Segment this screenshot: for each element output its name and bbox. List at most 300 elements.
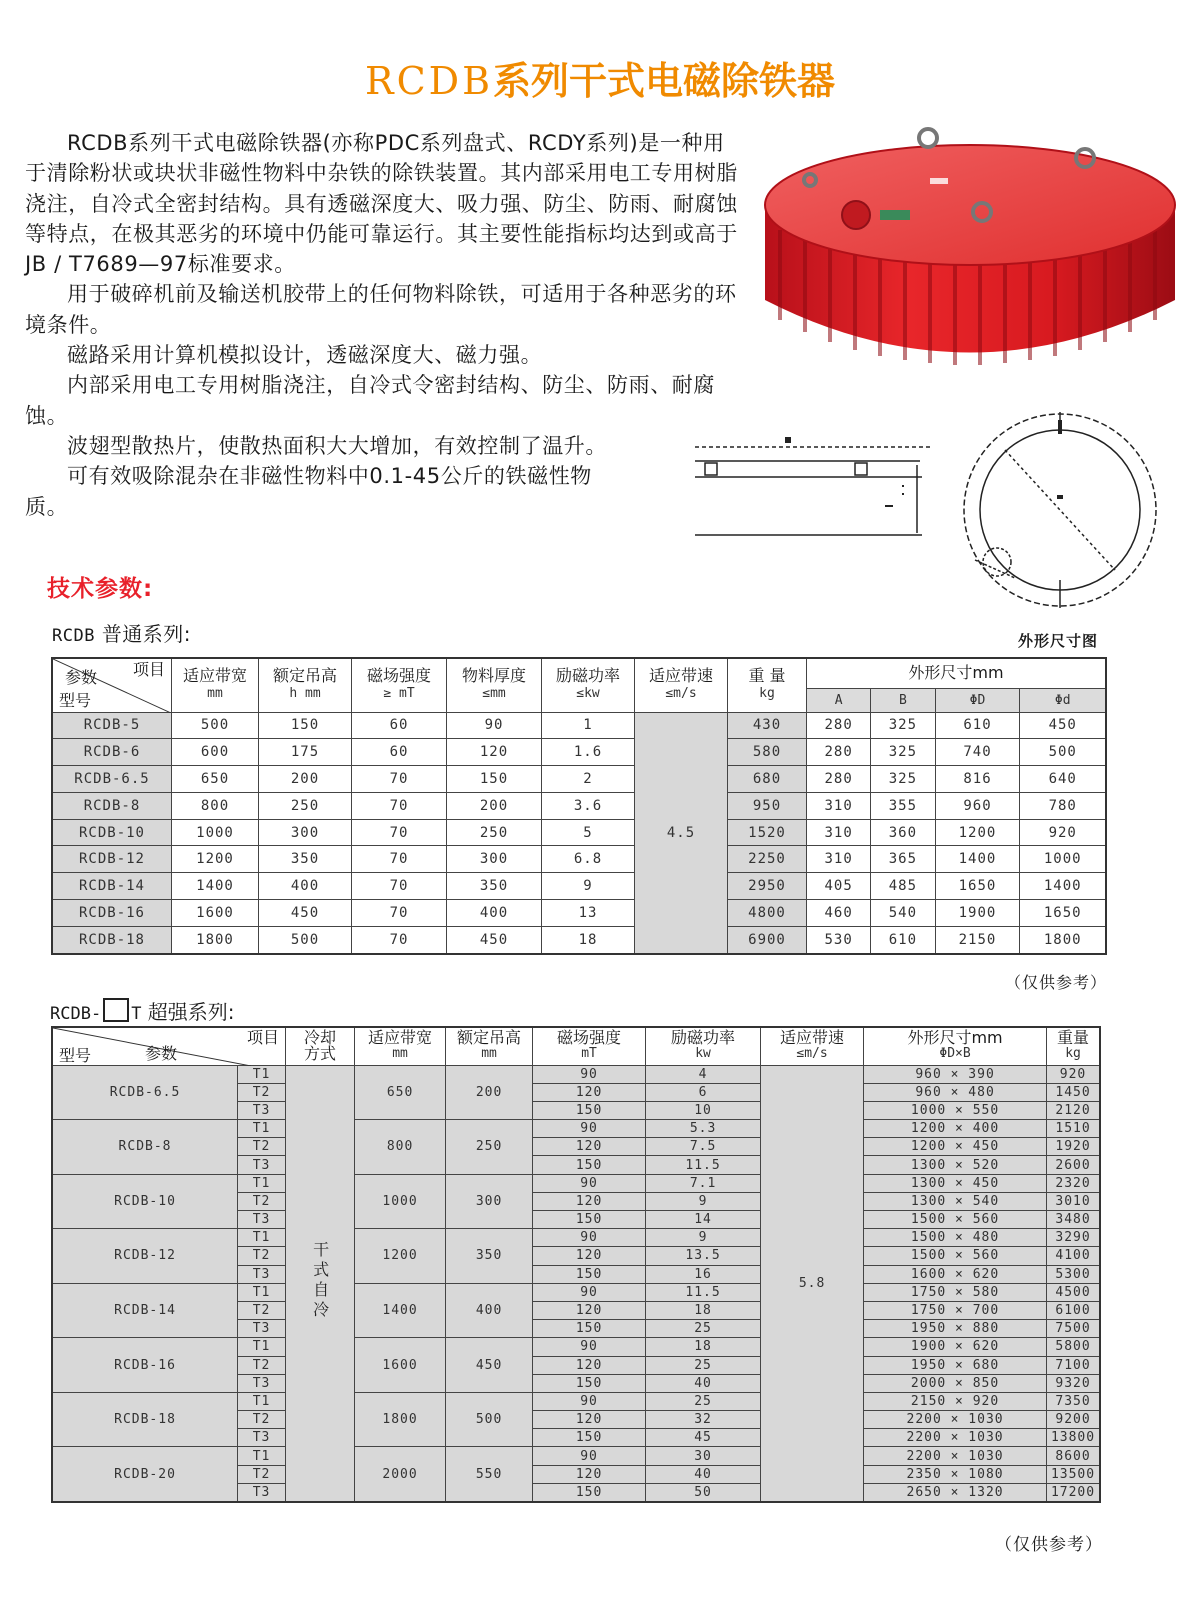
table-cell: 120 (533, 1411, 646, 1429)
col-header: 额定吊高 h mm (259, 658, 352, 712)
col-header: 磁场强度 ≥ mT (352, 658, 447, 712)
table-cell: T1 (238, 1174, 286, 1192)
table-cell: 1000 (355, 1174, 446, 1229)
section-title: 技术参数: (47, 576, 154, 602)
table-cell: 1000 × 550 (864, 1101, 1047, 1119)
title-latin: RCDB (364, 59, 494, 103)
table-cell: 650 (172, 766, 259, 793)
table-cell: 1200 × 400 (864, 1120, 1047, 1138)
table-cell: RCDB-14 (52, 873, 172, 900)
table-cell: 325 (871, 739, 935, 766)
col-header: 适应带速 ≤m/s (761, 1027, 864, 1065)
table-cell: 150 (533, 1429, 646, 1447)
table-cell: 4100 (1047, 1247, 1100, 1265)
header-model: 型号 (59, 690, 92, 710)
table-cell: T2 (238, 1301, 286, 1319)
table-cell: 4 (646, 1065, 761, 1083)
table-cell: 70 (352, 846, 447, 873)
table-cell: 9200 (1047, 1411, 1100, 1429)
table-cell: 200 (447, 792, 542, 819)
table-cell: 950 (728, 792, 807, 819)
table-cell: RCDB-14 (52, 1283, 238, 1338)
table-cell: 1200 (355, 1229, 446, 1284)
table-cell: T3 (238, 1320, 286, 1338)
table-cell: 200 (446, 1065, 533, 1120)
table-cell: RCDB-6 (52, 739, 172, 766)
table-cell: 1950 × 680 (864, 1356, 1047, 1374)
blank-box (103, 998, 129, 1022)
table-cell: 32 (646, 1411, 761, 1429)
table-cell: T1 (238, 1065, 286, 1083)
table-cell: 2150 × 920 (864, 1392, 1047, 1410)
table-cell: 90 (533, 1065, 646, 1083)
table-cell: 1510 (1047, 1120, 1100, 1138)
table-cell: 150 (533, 1211, 646, 1229)
table-row (52, 1447, 1100, 1465)
dim-col-header: A (807, 688, 871, 712)
table-cell: 90 (533, 1174, 646, 1192)
table-cell: 1200 × 450 (864, 1138, 1047, 1156)
header-item: 项目 (132, 660, 165, 679)
table-cell: 2650 × 1320 (864, 1483, 1047, 1502)
table-row (52, 926, 1106, 953)
table-cell: RCDB-6.5 (52, 766, 172, 793)
table-cell: 1800 (355, 1392, 446, 1447)
table-cell: 960 × 390 (864, 1065, 1047, 1083)
table-row (52, 846, 1106, 873)
col-header: 适应带宽 mm (355, 1027, 446, 1065)
intro-paragraph: 用于破碎机前及输送机胶带上的任何物料除铁，可适用于各种恶劣的环境条件。 (25, 282, 737, 337)
table-cell: 350 (446, 1229, 533, 1284)
table-cell: 365 (871, 846, 935, 873)
table-cell: 70 (352, 819, 447, 846)
table-cell: 4.5 (635, 712, 728, 954)
table-cell: 7.1 (646, 1174, 761, 1192)
table-cell: 13 (542, 900, 635, 927)
table-cell: 90 (533, 1447, 646, 1465)
table-cell: 2350 × 1080 (864, 1465, 1047, 1483)
col-header: 适应带速 ≤m/s (635, 658, 728, 712)
table-cell: 650 (355, 1065, 446, 1120)
table-cell: 780 (1020, 792, 1106, 819)
table-cell: 310 (807, 846, 871, 873)
table-cell: 40 (646, 1374, 761, 1392)
table-cell: 70 (352, 926, 447, 953)
table-cell: 400 (259, 873, 352, 900)
table-cell: 2120 (1047, 1101, 1100, 1119)
table-cell: 120 (533, 1247, 646, 1265)
table-cell: 5300 (1047, 1265, 1100, 1283)
table-cell: 1600 (355, 1338, 446, 1393)
table-cell: T3 (238, 1211, 286, 1229)
table-cell: 430 (728, 712, 807, 739)
table-cell: RCDB-18 (52, 926, 172, 953)
table-cell: 11.5 (646, 1283, 761, 1301)
table-cell: 13800 (1047, 1429, 1100, 1447)
dim-col-header: B (871, 688, 935, 712)
table-cell: 450 (1020, 712, 1106, 739)
table-cell: 1920 (1047, 1138, 1100, 1156)
table-cell: 500 (446, 1392, 533, 1447)
col-header: 重 量 kg (728, 658, 807, 712)
table-cell: T1 (238, 1447, 286, 1465)
table-row (52, 1120, 1100, 1138)
table-cell: 400 (447, 900, 542, 927)
table-cell: 4500 (1047, 1283, 1100, 1301)
table-cell: 3480 (1047, 1211, 1100, 1229)
table-cell: 25 (646, 1392, 761, 1410)
table-cell: 90 (533, 1229, 646, 1247)
table-cell: 70 (352, 873, 447, 900)
table-cell: 350 (447, 873, 542, 900)
table-cell: 60 (352, 712, 447, 739)
dim-col-header: Φd (1020, 688, 1106, 712)
table-cell: 550 (446, 1447, 533, 1502)
table-cell: T2 (238, 1192, 286, 1210)
table-cell: 150 (533, 1265, 646, 1283)
table-cell: T3 (238, 1374, 286, 1392)
table-cell: 90 (533, 1120, 646, 1138)
col-header: 外形尺寸mm ΦD×B (864, 1027, 1047, 1065)
table-cell: 1300 × 520 (864, 1156, 1047, 1174)
table-cell: 5.3 (646, 1120, 761, 1138)
table-cell: 9 (646, 1192, 761, 1210)
table-cell: 150 (533, 1320, 646, 1338)
table-cell: 800 (355, 1120, 446, 1175)
table-cell: 3010 (1047, 1192, 1100, 1210)
table-cell: 13500 (1047, 1465, 1100, 1483)
table-cell: RCDB-8 (52, 1120, 238, 1175)
table-cell: 14 (646, 1211, 761, 1229)
series1-label-latin: RCDB (52, 626, 95, 646)
table-cell: RCDB-20 (52, 1447, 238, 1502)
table-row (52, 1392, 1100, 1410)
product-photo (760, 120, 1180, 380)
table-cell: 11.5 (646, 1156, 761, 1174)
table-cell: 120 (533, 1083, 646, 1101)
table-cell: 2250 (728, 846, 807, 873)
table-cell: T3 (238, 1265, 286, 1283)
table-cell: 18 (646, 1338, 761, 1356)
table-row (52, 873, 1106, 900)
table-cell: 18 (646, 1301, 761, 1319)
table-cell: 360 (871, 819, 935, 846)
table-cell: 25 (646, 1356, 761, 1374)
table-cell: 485 (871, 873, 935, 900)
top-view-drawing (955, 410, 1165, 610)
table-cell: 9 (646, 1229, 761, 1247)
table-cell: 120 (533, 1301, 646, 1319)
table-cell: 120 (533, 1356, 646, 1374)
table-cell: 40 (646, 1465, 761, 1483)
table-cell (286, 1065, 355, 1502)
table-cell: 150 (533, 1374, 646, 1392)
table-cell: 45 (646, 1429, 761, 1447)
table-cell: 120 (533, 1465, 646, 1483)
table-cell: 1200 (172, 846, 259, 873)
header-corner: 项目 参数 型号 (52, 1027, 286, 1065)
reference-note: （仅供参考） (1005, 973, 1108, 992)
table-cell: 10 (646, 1101, 761, 1119)
table-cell: 1900 × 620 (864, 1338, 1047, 1356)
table-cell: 1800 (172, 926, 259, 953)
table-cell: 7100 (1047, 1356, 1100, 1374)
dim-col-header: ΦD (935, 688, 1020, 712)
table-cell: 9 (542, 873, 635, 900)
table-cell: 16 (646, 1265, 761, 1283)
table-cell: 600 (172, 739, 259, 766)
table-row (52, 1174, 1100, 1192)
table-cell: 60 (352, 739, 447, 766)
table-cell: 25 (646, 1320, 761, 1338)
intro-text (25, 128, 745, 522)
super-series-table (51, 1026, 1101, 1503)
table-cell: 5800 (1047, 1338, 1100, 1356)
table-cell: 3.6 (542, 792, 635, 819)
table-cell: 350 (259, 846, 352, 873)
table-cell: 90 (447, 712, 542, 739)
table-cell: T3 (238, 1156, 286, 1174)
table-cell: 640 (1020, 766, 1106, 793)
table-cell: 200 (259, 766, 352, 793)
table-cell: 400 (446, 1283, 533, 1338)
table-cell: 2600 (1047, 1156, 1100, 1174)
col-header: 励磁功率 kw (646, 1027, 761, 1065)
table-cell: 740 (935, 739, 1020, 766)
table-cell: T2 (238, 1138, 286, 1156)
table-cell: 1 (542, 712, 635, 739)
table-cell: 250 (446, 1120, 533, 1175)
table-cell: 280 (807, 739, 871, 766)
table-cell: 1400 (172, 873, 259, 900)
table-cell: 70 (352, 766, 447, 793)
table-cell: 6900 (728, 926, 807, 953)
table-row (52, 792, 1106, 819)
table-cell: 90 (533, 1283, 646, 1301)
table-cell: 280 (807, 766, 871, 793)
table-cell: T2 (238, 1411, 286, 1429)
table-cell: 500 (172, 712, 259, 739)
table-cell: 450 (446, 1338, 533, 1393)
table-cell: 18 (542, 926, 635, 953)
side-view-drawing (690, 425, 940, 550)
table-cell: 680 (728, 766, 807, 793)
series2-label: RCDB- T 超强系列: (50, 1000, 235, 1024)
table-cell: T3 (238, 1429, 286, 1447)
table-cell: RCDB-10 (52, 819, 172, 846)
table-cell: 1450 (1047, 1083, 1100, 1101)
table-cell: 30 (646, 1447, 761, 1465)
table-cell: 6.8 (542, 846, 635, 873)
table-cell: 816 (935, 766, 1020, 793)
table-cell: T1 (238, 1229, 286, 1247)
cooling-header: 冷却方式 (286, 1027, 355, 1065)
table-cell: 2150 (935, 926, 1020, 953)
table-cell: 1500 × 480 (864, 1229, 1047, 1247)
table-row (52, 819, 1106, 846)
table-cell: 7350 (1047, 1392, 1100, 1410)
table-cell: 90 (533, 1338, 646, 1356)
table-cell: 5.8 (761, 1065, 864, 1502)
table-cell: 2200 × 1030 (864, 1411, 1047, 1429)
header-corner (52, 658, 172, 712)
intro-paragraph: 磁路采用计算机模拟设计，透磁深度大、磁力强。 (67, 343, 543, 368)
table-cell: 1300 × 540 (864, 1192, 1047, 1210)
table-cell: 325 (871, 712, 935, 739)
table-row (52, 739, 1106, 766)
table-cell: RCDB-16 (52, 900, 172, 927)
table-cell: 2320 (1047, 1174, 1100, 1192)
table-cell: 960 × 480 (864, 1083, 1047, 1101)
table-cell: 1750 × 700 (864, 1301, 1047, 1319)
table-cell: T1 (238, 1120, 286, 1138)
table-cell: RCDB-5 (52, 712, 172, 739)
table-cell: 120 (533, 1192, 646, 1210)
table-cell: 530 (807, 926, 871, 953)
col-header: 适应带宽 mm (172, 658, 259, 712)
col-header: 重量 kg (1047, 1027, 1100, 1065)
table-cell: 580 (728, 739, 807, 766)
table-cell: 300 (446, 1174, 533, 1229)
table-cell: 2200 × 1030 (864, 1429, 1047, 1447)
table-cell: 8600 (1047, 1447, 1100, 1465)
col-header: 额定吊高 mm (446, 1027, 533, 1065)
table-cell: 450 (447, 926, 542, 953)
table-cell: 1400 (1020, 873, 1106, 900)
table-row (52, 1065, 1100, 1083)
table-cell: T2 (238, 1083, 286, 1101)
dims-header: 外形尺寸mm (807, 658, 1107, 688)
table-cell: T1 (238, 1338, 286, 1356)
table-cell: RCDB-12 (52, 846, 172, 873)
table-cell: 150 (259, 712, 352, 739)
table-cell: 540 (871, 900, 935, 927)
table-cell: 2 (542, 766, 635, 793)
table-cell: 1800 (1020, 926, 1106, 953)
reference-note: （仅供参考） (995, 1535, 1103, 1555)
table-cell: 150 (447, 766, 542, 793)
table-cell: 325 (871, 766, 935, 793)
table-cell: 1900 (935, 900, 1020, 927)
table-cell: 1950 × 880 (864, 1320, 1047, 1338)
table-cell: 17200 (1047, 1483, 1100, 1502)
table-cell: 310 (807, 819, 871, 846)
table-cell: 1300 × 450 (864, 1174, 1047, 1192)
table-cell: 355 (871, 792, 935, 819)
table-cell: RCDB-8 (52, 792, 172, 819)
table-cell: 90 (533, 1392, 646, 1410)
table-cell: 175 (259, 739, 352, 766)
table-cell: 1650 (935, 873, 1020, 900)
table-cell: RCDB-12 (52, 1229, 238, 1284)
table-cell: 1600 (172, 900, 259, 927)
intro-paragraph: 波翅型散热片，使散热面积大大增加，有效控制了温升。 (67, 433, 607, 458)
table-cell: 1000 (172, 819, 259, 846)
table-row (52, 766, 1106, 793)
table-cell: RCDB-10 (52, 1174, 238, 1229)
series1-label-cn: 普通系列: (101, 622, 192, 646)
table-cell: 1000 (1020, 846, 1106, 873)
col-header: 磁场强度 mT (533, 1027, 646, 1065)
dimension-label: 外形尺寸图 (1018, 632, 1099, 650)
table-cell: 1750 × 580 (864, 1283, 1047, 1301)
table-cell: 5 (542, 819, 635, 846)
table-cell: 70 (352, 900, 447, 927)
page-title (0, 50, 1200, 105)
table-cell: 6 (646, 1083, 761, 1101)
table-cell: 150 (533, 1101, 646, 1119)
table-cell: 1400 (935, 846, 1020, 873)
header-param: 参数 (65, 668, 98, 687)
series1-label (52, 618, 191, 647)
table-cell: 610 (871, 926, 935, 953)
table-cell: 7500 (1047, 1320, 1100, 1338)
table-cell: T3 (238, 1101, 286, 1119)
table-cell: 250 (447, 819, 542, 846)
table-cell: 3290 (1047, 1229, 1100, 1247)
table-cell: 960 (935, 792, 1020, 819)
table-cell: 2950 (728, 873, 807, 900)
intro-paragraph: 可有效吸除混杂在非磁性物料中0.1-45公斤的铁磁性物质。 (25, 464, 592, 519)
table-cell: 50 (646, 1483, 761, 1502)
table-row (52, 712, 1106, 739)
table-cell: 13.5 (646, 1247, 761, 1265)
title-cn: 系列干式电磁除铁器 (493, 59, 836, 103)
standard-series-table (51, 657, 1107, 955)
col-header: 励磁功率 ≤kw (542, 658, 635, 712)
table-cell: 1650 (1020, 900, 1106, 927)
table-cell: T2 (238, 1465, 286, 1483)
table-cell: 500 (1020, 739, 1106, 766)
table-cell: 1400 (355, 1283, 446, 1338)
table-cell: 1600 × 620 (864, 1265, 1047, 1283)
table-cell: T2 (238, 1247, 286, 1265)
table-cell: 450 (259, 900, 352, 927)
table-cell: 250 (259, 792, 352, 819)
table-cell: 2200 × 1030 (864, 1447, 1047, 1465)
cooling-value: 干式自冷 (310, 1240, 330, 1321)
table-cell: 300 (259, 819, 352, 846)
table-cell: 1520 (728, 819, 807, 846)
table-cell: 920 (1047, 1065, 1100, 1083)
table-cell: 7.5 (646, 1138, 761, 1156)
table-cell: 460 (807, 900, 871, 927)
intro-paragraph: RCDB系列干式电磁除铁器(亦称PDC系列盘式、RCDY系列)是一种用于清除粉状或块状非磁性物料中杂铁的除铁装置。其内部采用电工专用树脂浇注，自冷式全密封结构。具有透磁深度大、吸力强、防尘、防雨、耐腐蚀等特点，在极其恶劣的环境中仍能可靠运行。其主要性能指标均达到或高于JB / T7689—97标准要求。 (25, 131, 738, 277)
table-cell: 1.6 (542, 739, 635, 766)
table-cell: 120 (447, 739, 542, 766)
table-cell: 920 (1020, 819, 1106, 846)
table-cell: 4800 (728, 900, 807, 927)
table-row (52, 1229, 1100, 1247)
table-cell: T1 (238, 1392, 286, 1410)
table-cell: 6100 (1047, 1301, 1100, 1319)
table-cell: 405 (807, 873, 871, 900)
table-cell: 9320 (1047, 1374, 1100, 1392)
table-cell: 610 (935, 712, 1020, 739)
table-row (52, 900, 1106, 927)
table-cell: T3 (238, 1483, 286, 1502)
table-cell: RCDB-18 (52, 1392, 238, 1447)
table-row (52, 1338, 1100, 1356)
table-cell: 2000 × 850 (864, 1374, 1047, 1392)
table-cell: 310 (807, 792, 871, 819)
table-cell: T2 (238, 1356, 286, 1374)
table-cell: 1500 × 560 (864, 1247, 1047, 1265)
table-cell: T1 (238, 1283, 286, 1301)
table-cell: 150 (533, 1483, 646, 1502)
table-cell: 150 (533, 1156, 646, 1174)
table-cell: 800 (172, 792, 259, 819)
